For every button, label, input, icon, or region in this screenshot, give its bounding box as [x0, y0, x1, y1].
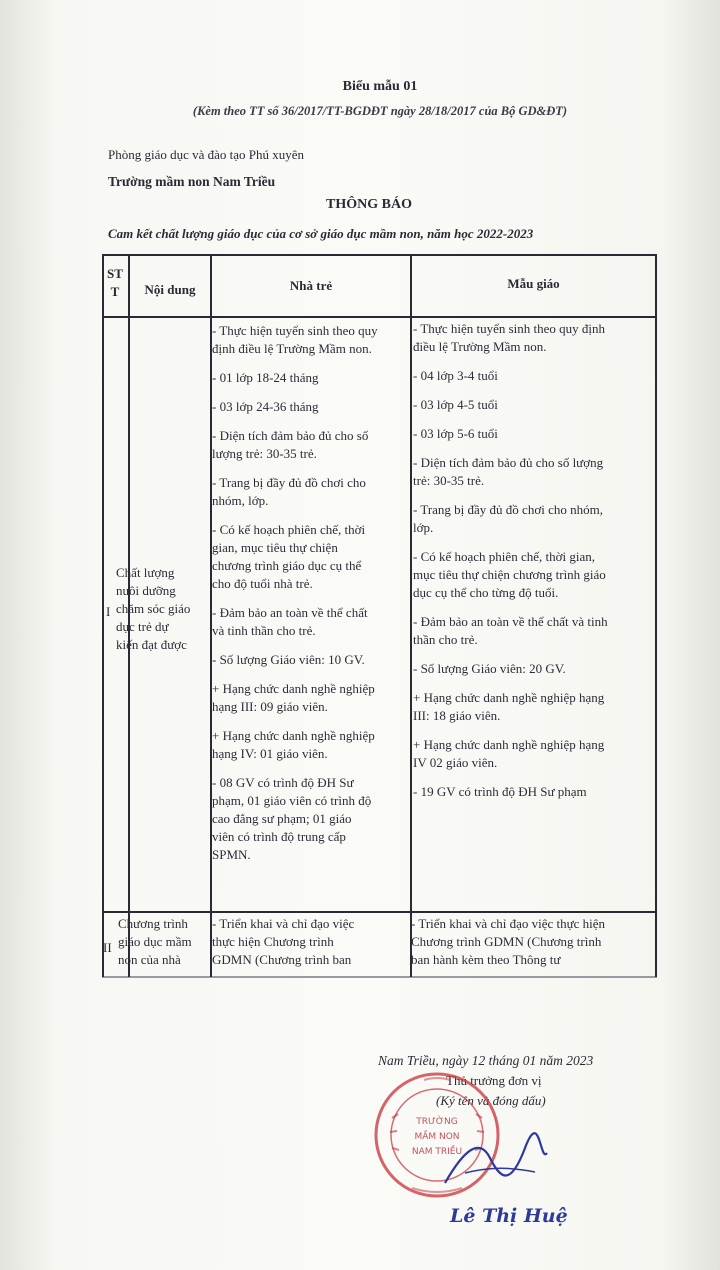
- nursery-item: [212, 427, 410, 463]
- nursery-item-line: - 01 lớp 18-24 tháng: [212, 370, 319, 385]
- signer-name: Lê Thị Huệ: [450, 1205, 568, 1227]
- nursery-line: - Triển khai và chỉ đạo việc: [212, 916, 355, 931]
- nursery-item: [212, 322, 410, 358]
- kindergarten-item-line: - 19 GV có trình độ ĐH Sư phạm: [413, 784, 587, 799]
- nursery-item-line: hạng III: 09 giáo viên.: [212, 699, 328, 714]
- table-border-top: [102, 254, 657, 256]
- kindergarten-item-line: mục tiêu thự chiện chương trình giáo: [413, 567, 606, 582]
- kindergarten-line: Chương trình GDMN (Chương trình: [411, 934, 602, 949]
- content-line: non của nhà: [118, 952, 181, 967]
- kindergarten-item: [413, 783, 655, 801]
- kindergarten-item-line: lớp.: [413, 520, 434, 535]
- nursery-item-line: - Diện tích đảm bảo đủ cho số: [212, 428, 369, 443]
- kindergarten-item-line: - 04 lớp 3-4 tuổi: [413, 368, 498, 383]
- content-line: giáo dục mầm: [118, 934, 192, 949]
- nursery-item-line: hạng IV: 01 giáo viên.: [212, 746, 328, 761]
- nursery-item-line: lượng trẻ: 30-35 trẻ.: [212, 446, 317, 461]
- nursery-item-line: - 03 lớp 24-36 tháng: [212, 399, 319, 414]
- kindergarten-program-text: [411, 915, 655, 969]
- nursery-item-line: - Có kế hoạch phiên chế, thời: [212, 522, 366, 537]
- kindergarten-item-line: III: 18 giáo viên.: [413, 708, 501, 723]
- nursery-item-line: gian, mục tiêu thự chiện: [212, 540, 338, 555]
- row-content-label: [116, 564, 212, 654]
- kindergarten-item: [413, 501, 655, 537]
- kindergarten-item-line: - Có kế hoạch phiên chế, thời gian,: [413, 549, 595, 564]
- nursery-item: [212, 651, 410, 669]
- nursery-item-line: + Hạng chức danh nghề nghiệp: [212, 681, 375, 696]
- kindergarten-commitments: [413, 320, 655, 812]
- notice-title: THÔNG BÁO: [326, 197, 412, 212]
- kindergarten-item: [413, 320, 655, 356]
- nursery-program-text: [212, 915, 410, 969]
- school-name: Trường mầm non Nam Triều: [108, 174, 276, 189]
- nursery-line: GDMN (Chương trình ban: [212, 952, 352, 967]
- table-cut-edge: [102, 976, 657, 978]
- stamp-line-2: MẦM NON: [414, 1132, 460, 1142]
- header-content: Nội dung: [144, 282, 196, 297]
- content-line: Chất lượng: [116, 565, 175, 580]
- kindergarten-line: ban hành kèm theo Thông tư: [411, 952, 561, 967]
- kindergarten-item: [413, 396, 655, 414]
- nursery-item-line: nhóm, lớp.: [212, 493, 269, 508]
- nursery-item: [212, 369, 410, 387]
- kindergarten-item-line: - Thực hiện tuyển sinh theo quy định: [413, 321, 606, 336]
- nursery-item: [212, 727, 410, 763]
- kindergarten-item-line: thần cho trẻ.: [413, 632, 478, 647]
- kindergarten-item: [413, 660, 655, 678]
- kindergarten-item-line: + Hạng chức danh nghề nghiệp hạng: [413, 737, 605, 752]
- kindergarten-item: [413, 454, 655, 490]
- nursery-item-line: SPMN.: [212, 847, 251, 862]
- nursery-item-line: phạm, 01 giáo viên có trình độ: [212, 793, 372, 808]
- nursery-item-line: chương trình giáo dục cụ thể: [212, 558, 362, 573]
- stamp-line-1: TRƯỜNG: [416, 1117, 458, 1127]
- signer-role: Thủ trưởng đơn vị: [446, 1073, 542, 1088]
- content-line: kiến đạt được: [116, 637, 187, 652]
- nursery-item: [212, 398, 410, 416]
- kindergarten-item: [413, 736, 655, 772]
- header-kindergarten: Mẫu giáo: [507, 276, 560, 291]
- kindergarten-item: [413, 548, 655, 602]
- stamp-line-3: NAM TRIỀU: [411, 1147, 463, 1157]
- form-reference: (Kèm theo TT số 36/2017/TT-BGDĐT ngày 28/18/2017 của Bộ GD&ĐT): [192, 104, 568, 118]
- nursery-item: [212, 521, 410, 593]
- nursery-item-line: - Số lượng Giáo viên: 10 GV.: [212, 652, 365, 667]
- table-header-divider: [102, 316, 657, 318]
- nursery-item-line: định điều lệ Trường Mầm non.: [212, 341, 372, 356]
- kindergarten-item-line: - 03 lớp 4-5 tuổi: [413, 397, 498, 412]
- nursery-item-line: cho độ tuổi nhà trẻ.: [212, 576, 313, 591]
- nursery-item-line: viên có trình độ trung cấp: [212, 829, 346, 844]
- kindergarten-item-line: - Diện tích đảm bảo đủ cho số lượng: [413, 455, 604, 470]
- content-line: Chương trình: [118, 916, 188, 931]
- nursery-item-line: - Trang bị đầy đủ đồ chơi cho: [212, 475, 366, 490]
- kindergarten-item-line: - Đảm bảo an toàn về thể chất và tinh: [413, 614, 608, 629]
- row-number: I: [106, 604, 111, 619]
- table-border-left: [102, 254, 104, 977]
- notice-subtitle: Cam kết chất lượng giáo dục của cơ sở giáo dục mầm non, năm học 2022-2023: [108, 226, 534, 241]
- kindergarten-item-line: - Số lượng Giáo viên: 20 GV.: [413, 661, 566, 676]
- kindergarten-item-line: + Hạng chức danh nghề nghiệp hạng: [413, 690, 605, 705]
- table-row-divider: [102, 911, 657, 913]
- nursery-item: [212, 474, 410, 510]
- nursery-item-line: và tinh thần cho trẻ.: [212, 623, 316, 638]
- signature-note: (Ký tên và đóng dấu): [436, 1093, 546, 1108]
- header-stt: STT: [107, 266, 123, 299]
- kindergarten-line: - Triển khai và chỉ đạo việc thực hiện: [411, 916, 606, 931]
- place-and-date: Nam Triều, ngày 12 tháng 01 năm 2023: [378, 1053, 594, 1068]
- content-line: chăm sóc giáo: [116, 601, 191, 616]
- nursery-line: thực hiện Chương trình: [212, 934, 334, 949]
- department-name: Phòng giáo dục và đào tạo Phú xuyên: [108, 147, 305, 162]
- kindergarten-item: [413, 613, 655, 649]
- kindergarten-item-line: trẻ: 30-35 trẻ.: [413, 473, 485, 488]
- table-border-right: [655, 254, 657, 977]
- content-line: dục trẻ dự: [116, 619, 169, 634]
- nursery-item-line: - 08 GV có trình độ ĐH Sư: [212, 775, 354, 790]
- kindergarten-item-line: điều lệ Trường Mầm non.: [413, 339, 547, 354]
- kindergarten-item-line: dục cụ thể cho từng độ tuổi.: [413, 585, 559, 600]
- kindergarten-item-line: - Trang bị đầy đủ đồ chơi cho nhóm,: [413, 502, 603, 517]
- row-content-label: [118, 915, 214, 969]
- nursery-item: [212, 680, 410, 716]
- nursery-item: [212, 774, 410, 864]
- nursery-item-line: - Đảm bảo an toàn về thể chất: [212, 605, 368, 620]
- kindergarten-item: [413, 367, 655, 385]
- kindergarten-item-line: IV 02 giáo viên.: [413, 755, 498, 770]
- nursery-commitments: [212, 322, 410, 875]
- content-line: nuôi dưỡng: [116, 583, 176, 598]
- kindergarten-item-line: - 03 lớp 5-6 tuổi: [413, 426, 498, 441]
- table-col-divider-3: [410, 254, 412, 977]
- nursery-item-line: cao đẳng sư phạm; 01 giáo: [212, 811, 352, 826]
- kindergarten-item: [413, 425, 655, 443]
- nursery-item: [212, 604, 410, 640]
- row-number: II: [103, 940, 112, 955]
- kindergarten-item: [413, 689, 655, 725]
- form-title: Biểu mẫu 01: [342, 79, 418, 94]
- nursery-item-line: - Thực hiện tuyển sinh theo quy: [212, 323, 378, 338]
- header-nursery: Nhà trẻ: [289, 278, 333, 293]
- signature-scribble: [435, 1128, 555, 1198]
- nursery-item-line: + Hạng chức danh nghề nghiệp: [212, 728, 375, 743]
